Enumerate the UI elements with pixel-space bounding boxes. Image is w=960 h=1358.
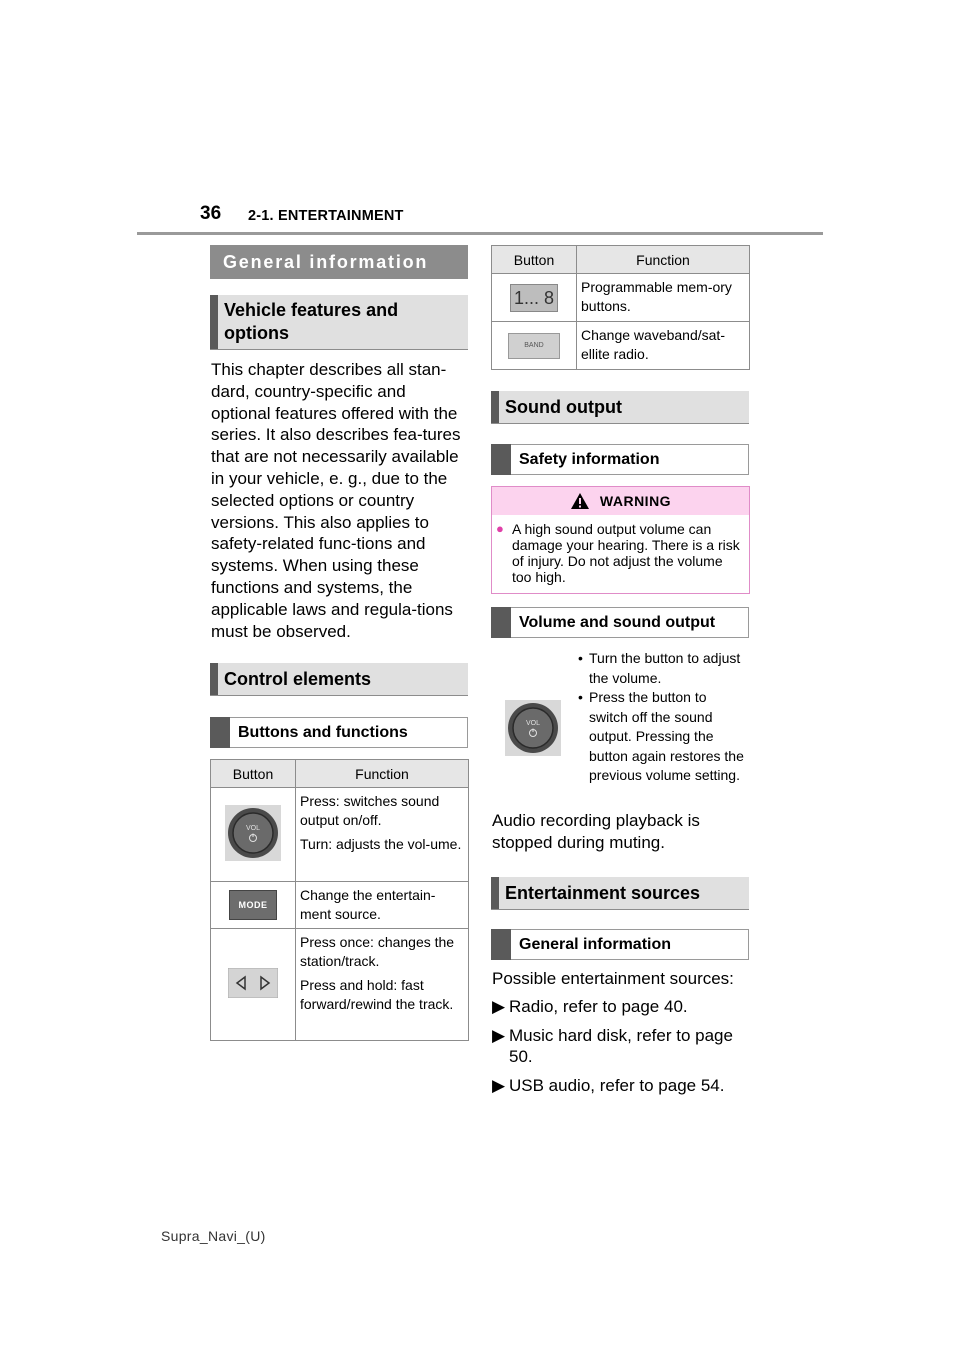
vehicle-features-text: This chapter describes all stan-dard, country-specific and optional features offered with the series. It also describes fea-tures that are not necessarily available in your vehicle, e. g., due to the selected options or country versions. This also applies to safety-related func-tions and systems. When using these functions and systems, the applicable laws and regula-tions must be observed. — [211, 360, 461, 641]
header-rule — [137, 232, 823, 235]
sources-list — [492, 996, 750, 1103]
warning-text: A high sound output volume can damage your hearing. There is a risk of injury. Do not adjust the volume too high. — [512, 521, 740, 585]
function-line: Press: switches sound output on/off. — [300, 793, 440, 828]
button-cell — [492, 322, 577, 370]
button-cell — [211, 882, 296, 929]
mode-button-icon — [229, 890, 277, 920]
possible-sources-text: Possible entertainment sources: — [492, 969, 734, 988]
function-line: Press and hold: fast forward/rewind the track. — [300, 977, 454, 1012]
warning-triangle-icon — [570, 492, 590, 510]
safety-information-heading-text: Safety information — [519, 450, 660, 468]
col-function-header: Function — [296, 760, 469, 788]
triangle-bullet-icon: ▶ — [492, 1025, 506, 1045]
volume-sound-heading — [491, 607, 749, 638]
warning-title: WARNING — [599, 493, 672, 509]
function-cell — [296, 788, 469, 882]
vehicle-features-heading — [210, 295, 468, 350]
table-row — [211, 929, 469, 1041]
chapter-title: 2-1. ENTERTAINMENT — [248, 208, 404, 224]
source-text: Radio, refer to page 40. — [509, 997, 688, 1016]
source-text: Music hard disk, refer to page 50. — [509, 1025, 733, 1066]
buttons-table-right — [491, 245, 750, 370]
buttons-functions-heading — [210, 717, 468, 748]
list-item — [492, 1075, 750, 1097]
function-cell — [296, 882, 469, 929]
warning-body — [492, 515, 749, 593]
general-information-heading: General information — [210, 245, 468, 279]
col-function-header: Function — [577, 246, 750, 274]
band-button-icon — [508, 333, 560, 359]
function-cell — [577, 322, 750, 370]
vol-knob-label: VOL — [525, 720, 541, 727]
warning-header — [492, 487, 749, 515]
function-line: Change waveband/sat-ellite radio. — [581, 327, 725, 362]
col-button-header: Button — [492, 246, 577, 274]
button-cell — [492, 274, 577, 322]
button-cell — [211, 929, 296, 1041]
function-line: Change the entertain-ment source. — [300, 887, 436, 922]
function-line: Programmable mem-ory buttons. — [581, 279, 732, 314]
muting-text: Audio recording playback is stopped during muting. — [492, 811, 700, 852]
function-line: Press once: changes the station/track. — [300, 934, 455, 969]
function-cell — [577, 274, 750, 322]
warning-bullet-icon: ● — [496, 521, 504, 536]
entertainment-sources-heading-text: Entertainment sources — [505, 882, 701, 903]
preset-buttons-label: 1... 8 — [513, 287, 555, 308]
page-number: 36 — [200, 203, 222, 224]
table-row — [211, 788, 469, 882]
sound-output-heading-text: Sound output — [505, 396, 622, 417]
volume-sound-heading-text: Volume and sound output — [519, 613, 716, 631]
button-cell — [211, 788, 296, 882]
list-item: • Press the button to switch off the sound output. Pressing the button again restores the previous volume setting. — [576, 688, 748, 786]
function-line: Turn: adjusts the vol-ume. — [300, 836, 462, 852]
triangle-bullet-icon: ▶ — [492, 997, 506, 1016]
list-item — [492, 1025, 750, 1068]
general-information-subheading-text: General information — [519, 935, 672, 953]
table-row — [492, 322, 750, 370]
buttons-table-left — [210, 759, 469, 1041]
buttons-functions-heading-text: Buttons and functions — [238, 723, 408, 741]
mode-button-label: MODE — [238, 900, 268, 910]
control-elements-heading-text: Control elements — [224, 668, 372, 689]
entertainment-sources-heading — [491, 877, 749, 910]
function-cell — [296, 929, 469, 1041]
table-row — [211, 882, 469, 929]
seek-buttons-icon — [228, 968, 278, 998]
list-item — [492, 996, 750, 1018]
vol-knob-icon — [505, 700, 561, 756]
footer-text: Supra_Navi_(U) — [161, 1228, 266, 1244]
volume-instructions — [576, 649, 748, 786]
vehicle-features-heading-text: Vehicle features and options — [224, 300, 399, 343]
sound-output-heading — [491, 391, 749, 424]
table-row — [492, 274, 750, 322]
preset-buttons-icon — [510, 284, 558, 312]
col-button-header: Button — [211, 760, 296, 788]
vol-knob-label: VOL — [245, 825, 261, 832]
band-button-label: BAND — [524, 341, 544, 349]
list-item: • Turn the button to adjust the volume. — [576, 649, 748, 688]
general-information-subheading — [491, 929, 749, 960]
vol-knob-icon — [225, 805, 281, 861]
safety-information-heading — [491, 444, 749, 475]
warning-box — [491, 486, 750, 594]
source-text: USB audio, refer to page 54. — [509, 1075, 725, 1095]
control-elements-heading — [210, 663, 468, 696]
triangle-bullet-icon: ▶ — [492, 1075, 506, 1095]
